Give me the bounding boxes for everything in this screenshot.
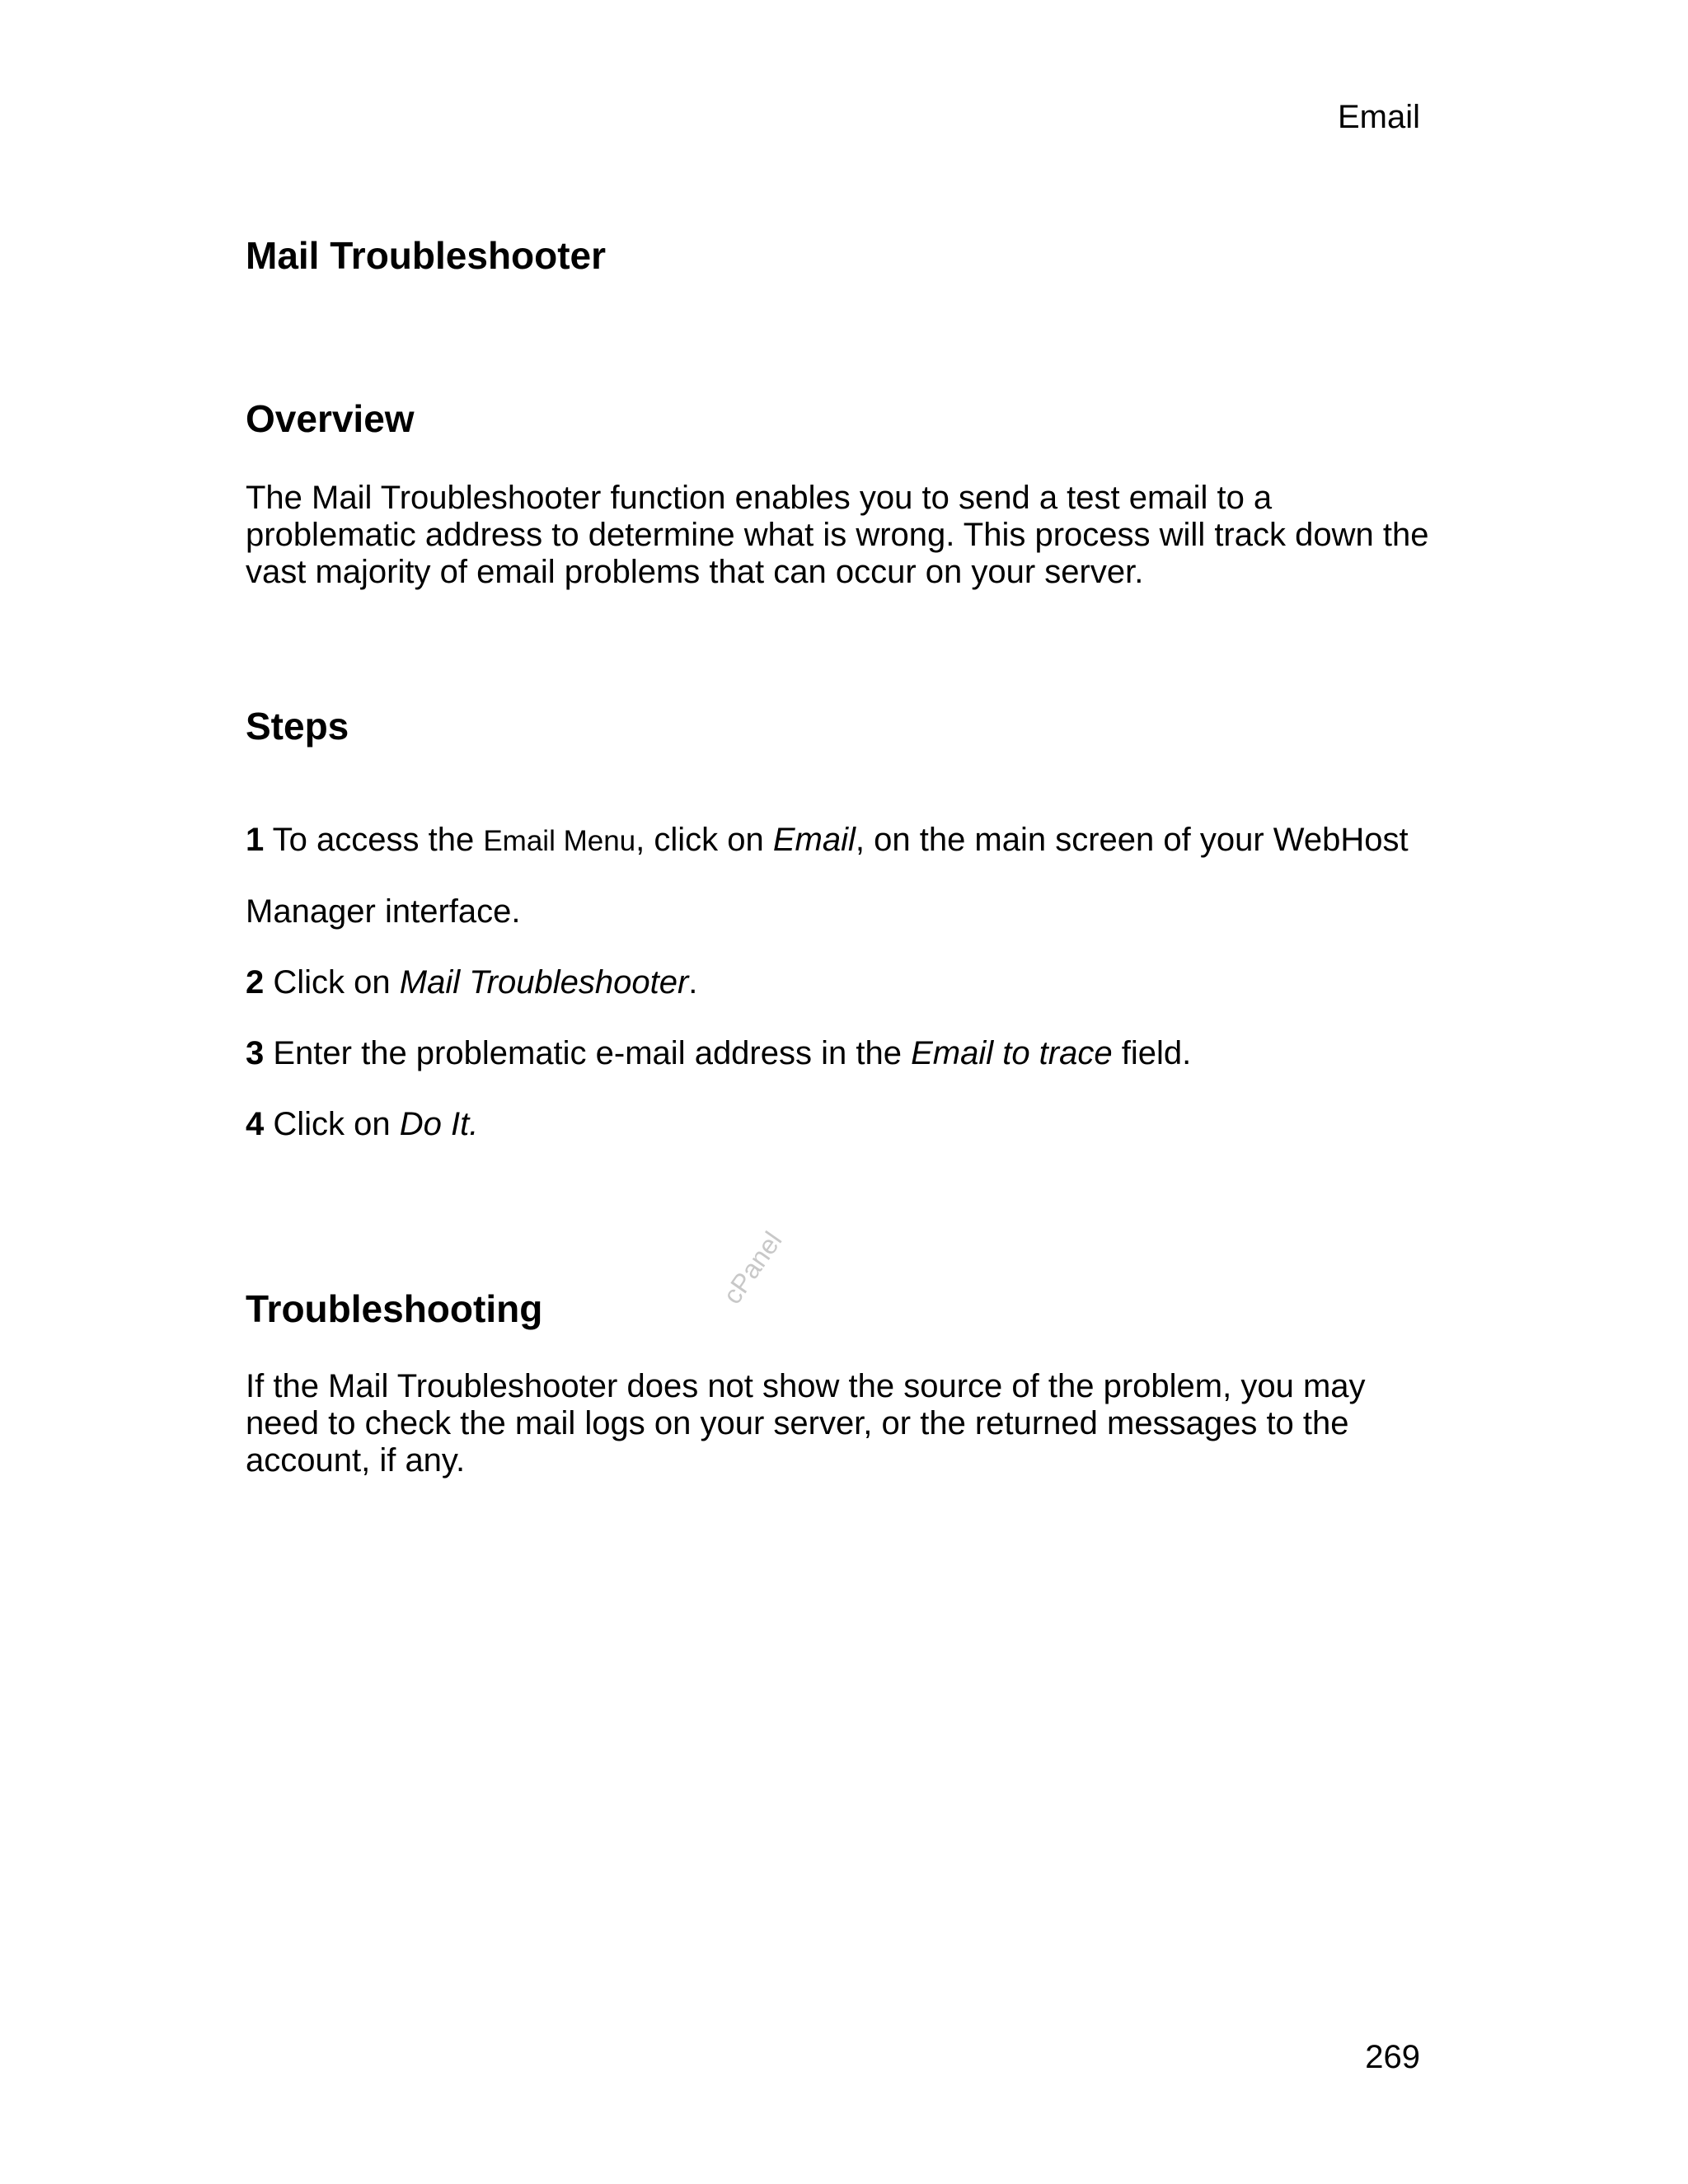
step-1-emphasis: Email [772,822,856,858]
running-header: Email [1337,99,1420,135]
step-4-text: Click on [264,1106,400,1142]
step-1 [246,820,1449,861]
step-4 [246,1104,1449,1144]
step-1-text: , on the main screen of your WebHost [855,822,1409,858]
troubleshooting-paragraph: If the Mail Troubleshooter does not show the source of the problem, you may need to check the mail logs on your server, or the returned messages to the account, if any. [246,1368,1366,1479]
step-1-text: To access the [264,822,484,858]
step-3 [246,1033,1449,1073]
step-2-emphasis: Mail Troubleshooter [399,964,689,1001]
step-1-number: 1 [246,822,265,858]
step-3-text: field. [1112,1035,1192,1071]
step-4-emphasis: Do It. [399,1106,479,1142]
step-2-text: . [688,964,698,1001]
overview-paragraph: The Mail Troubleshooter function enables you to send a test email to a problematic address to determine what is wrong. This process will track down the vast majority of email problems that can occur on your server. [246,480,1429,590]
step-1-text: , click on [635,822,773,858]
step-2-number: 2 [246,964,265,1001]
step-1-continuation: Manager interface. [246,893,521,930]
step-4-number: 4 [246,1106,265,1142]
watermark: cPanel [717,1226,788,1310]
step-3-text: Enter the problematic e-mail address in the [264,1035,912,1071]
steps-heading: Steps [246,705,349,748]
overview-heading: Overview [246,397,415,440]
page-title: Mail Troubleshooter [246,234,607,277]
step-2 [246,963,1449,1002]
step-3-number: 3 [246,1035,265,1071]
step-3-emphasis: Email to trace [911,1035,1113,1071]
step-2-text: Click on [264,964,400,1001]
page-number: 269 [1365,2039,1420,2075]
step-1-menu-name: Email Menu [483,825,636,857]
troubleshooting-heading: Troubleshooting [246,1287,543,1330]
